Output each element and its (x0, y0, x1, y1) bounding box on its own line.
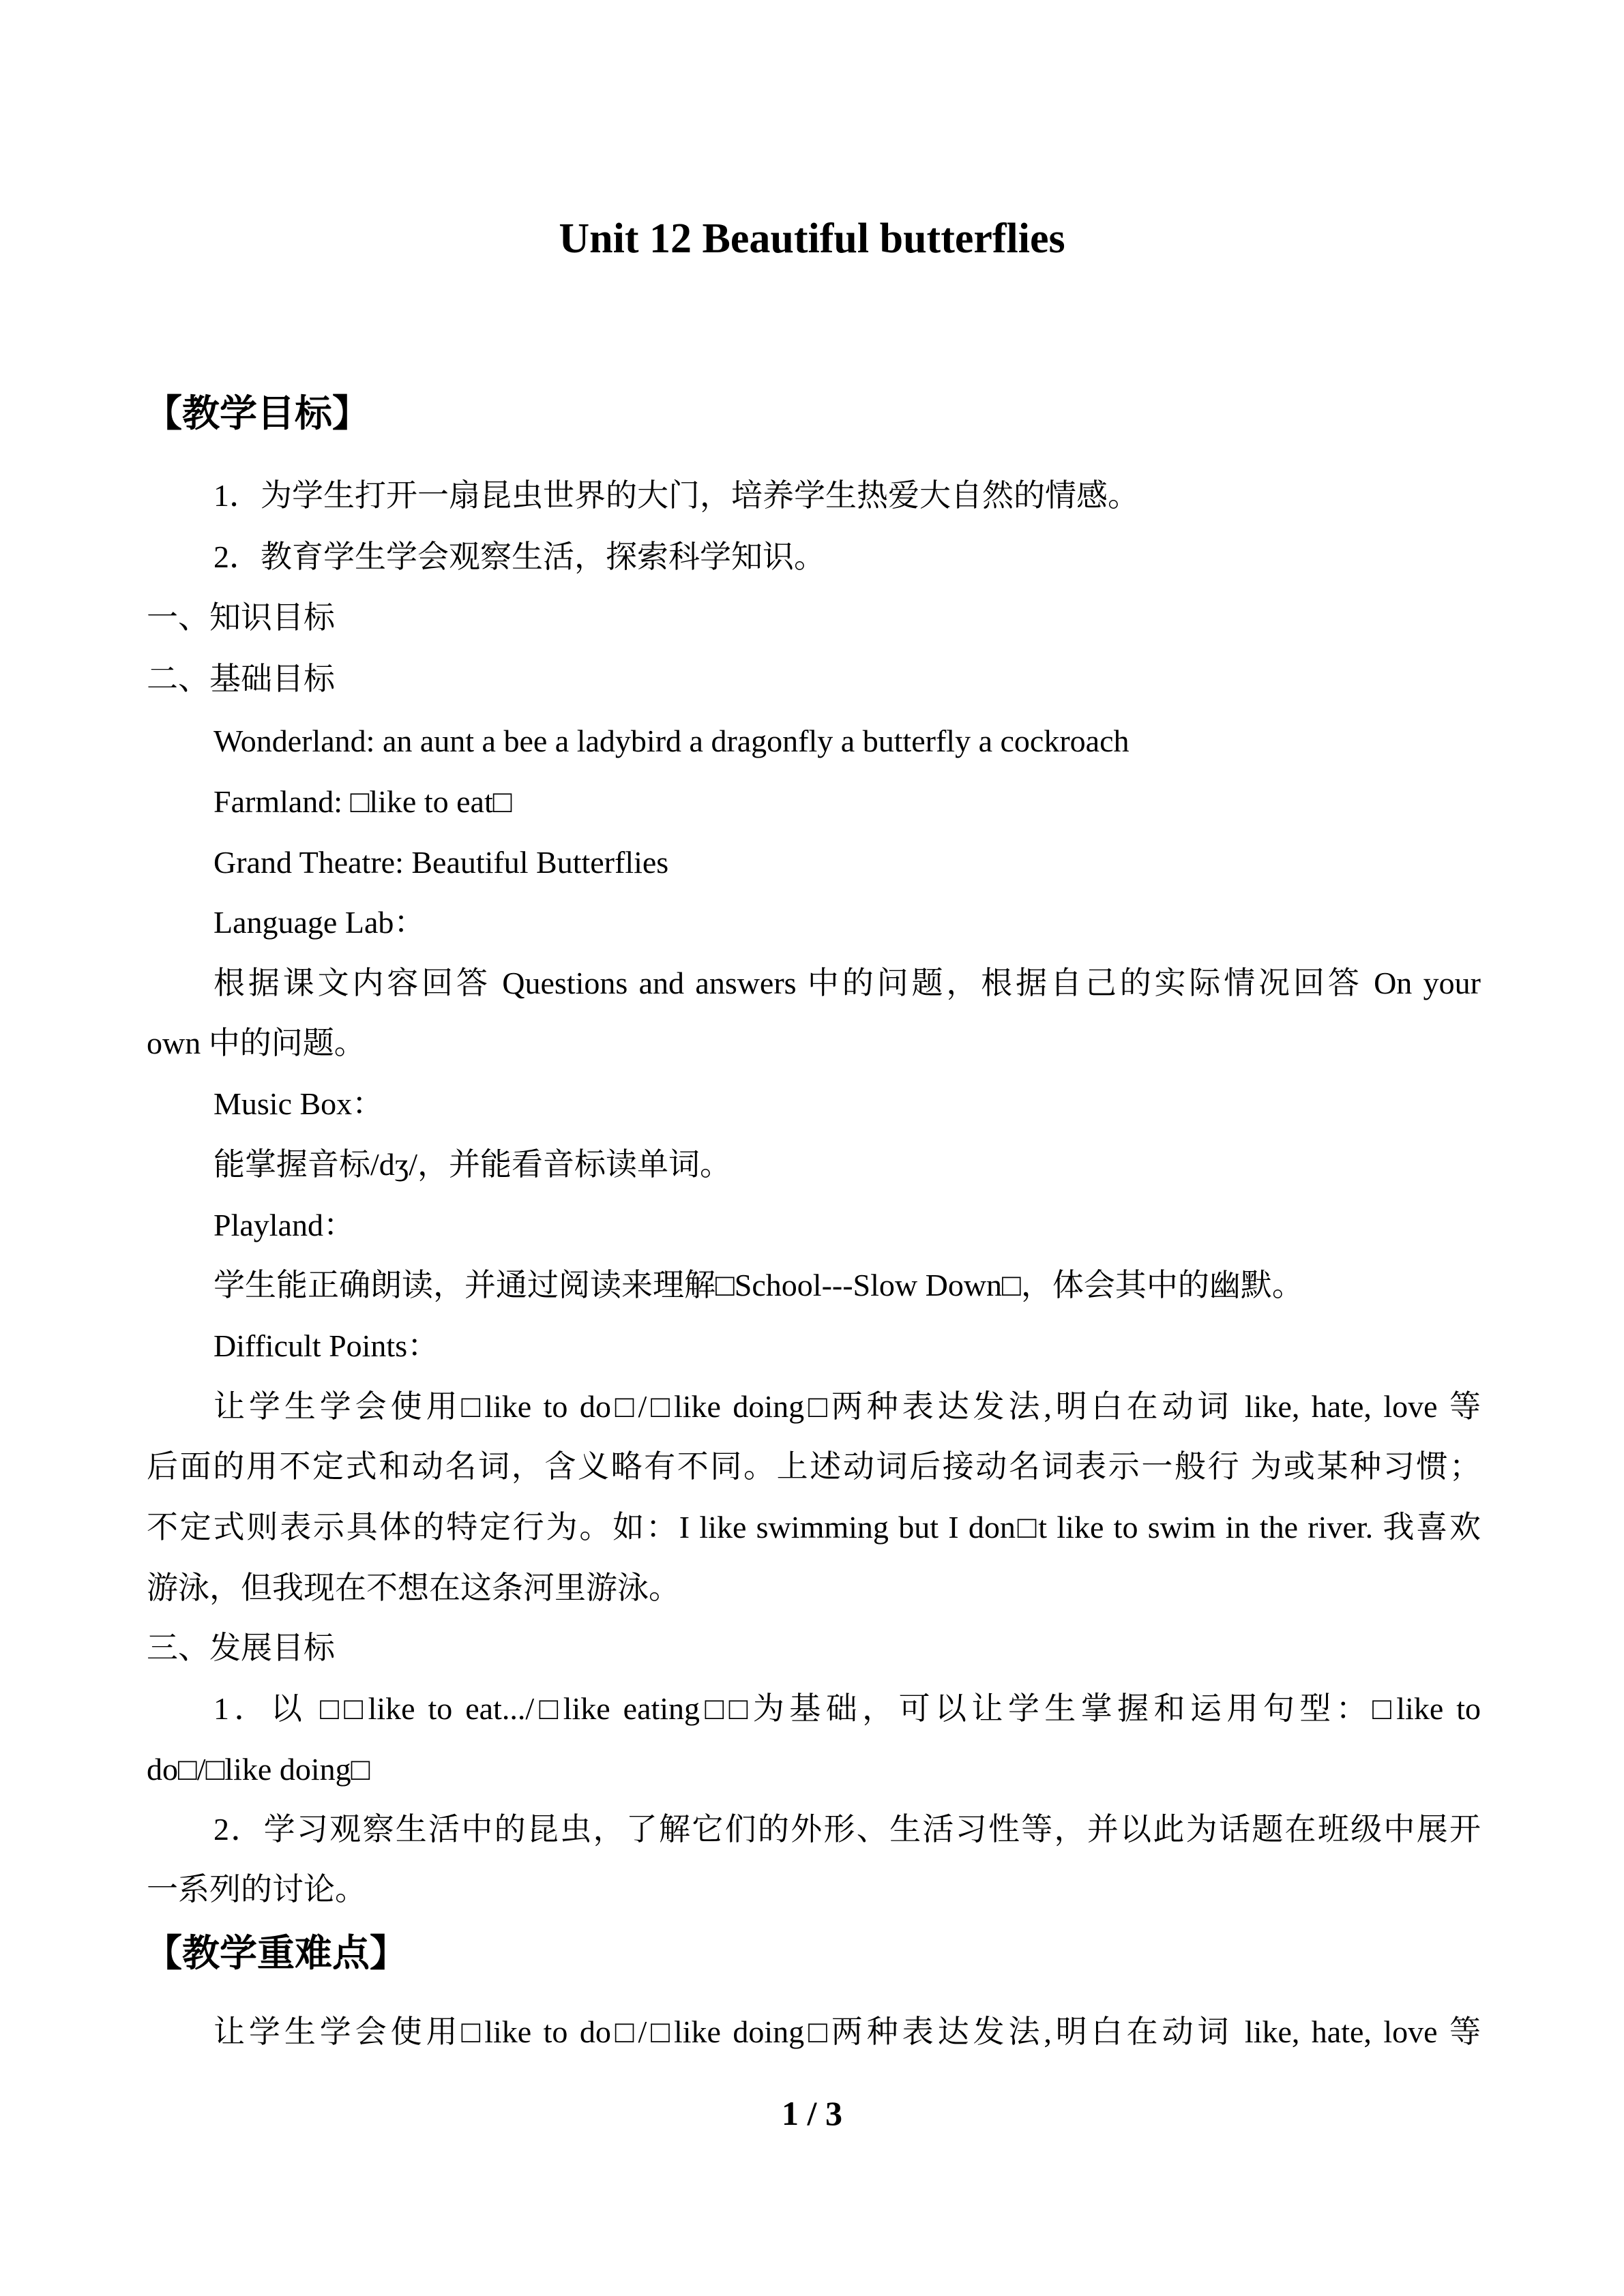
goal-item-1: 1．为学生打开一扇昆虫世界的大门，培养学生热爱大自然的情感。 (213, 478, 1139, 513)
playland-text: 学生能正确朗读，并通过阅读来理解□School---Slow Down□，体会其中的幽默。 (213, 1268, 1303, 1302)
dev-item-2-line-1 (213, 1809, 1481, 1850)
farmland-line: Farmland: □like to eat□ (213, 784, 512, 819)
knowledge-goals-label: 一、知识目标 (147, 600, 335, 635)
difficult-points-label: Difficult Points： (213, 1328, 439, 1363)
music-box-text: 能掌握音标/dʒ/，并能看音标读单词。 (213, 1147, 731, 1182)
language-lab-text-line-2: own 中的问题。 (147, 1026, 366, 1060)
language-lab-text-1: 根据课文内容回答 Questions and answers 中的问题，根据自己的实际情况回答 On your (213, 966, 1481, 1000)
difficult-text-line-3 (147, 1507, 1481, 1548)
difficult-text-line-1 (213, 1386, 1481, 1427)
language-lab-text-line-1 (213, 963, 1481, 1004)
basic-goals-label: 二、基础目标 (147, 661, 335, 696)
music-box-label: Music Box： (213, 1086, 384, 1121)
dev-item-1-line-1 (213, 1688, 1481, 1729)
difficult-text-line-4: 游泳，但我现在不想在这条河里游泳。 (147, 1570, 680, 1605)
development-goals-label: 三、发展目标 (147, 1630, 335, 1665)
key-text-1: 让学生学会使用□like to do□/□like doing□两种表达发法,明白在动词 like, hate, love 等 (213, 2014, 1481, 2049)
difficult-text-3: 不定式则表示具体的特定行为。如：I like swimming but I don□t like to swim in the river. 我喜欢 (147, 1510, 1481, 1545)
goal-item-2: 2．教育学生学会观察生活，探索科学知识。 (213, 539, 825, 574)
dev-item-1-line-2: do□/□like doing□ (147, 1752, 370, 1787)
difficult-text-2: 后面的用不定式和动名词，含义略有不同。上述动词后接动名词表示一般行 为或某种习惯； (147, 1449, 1481, 1484)
key-text-line-1 (213, 2012, 1481, 2053)
playland-label: Playland： (213, 1208, 355, 1242)
grand-theatre-line: Grand Theatre: Beautiful Butterflies (213, 845, 669, 880)
section-heading-teaching-goals: 【教学目标】 (145, 393, 370, 434)
document-title: Unit 12 Beautiful butterflies (559, 215, 1065, 262)
dev-item-2a: 2．学习观察生活中的昆虫，了解它们的外形、生活习性等，并以此为话题在班级中展开 (213, 1812, 1481, 1847)
language-lab-label: Language Lab： (213, 905, 426, 940)
wonderland-line: Wonderland: an aunt a bee a ladybird a dragonfly a butterfly a cockroach (213, 724, 1130, 758)
section-heading-key-points: 【教学重难点】 (145, 1933, 408, 1974)
dev-item-2-line-2: 一系列的讨论。 (147, 1872, 366, 1907)
difficult-text-line-2 (147, 1446, 1481, 1487)
page-number: 1 / 3 (782, 2094, 842, 2132)
difficult-text-1: 让学生学会使用□like to do□/□like doing□两种表达发法,明白在动词 like, hate, love 等 (213, 1389, 1481, 1424)
dev-item-1a: 1．以 □□like to eat.../□like eating□□为基础，可以让学生掌握和运用句型：□like to (213, 1691, 1481, 1726)
